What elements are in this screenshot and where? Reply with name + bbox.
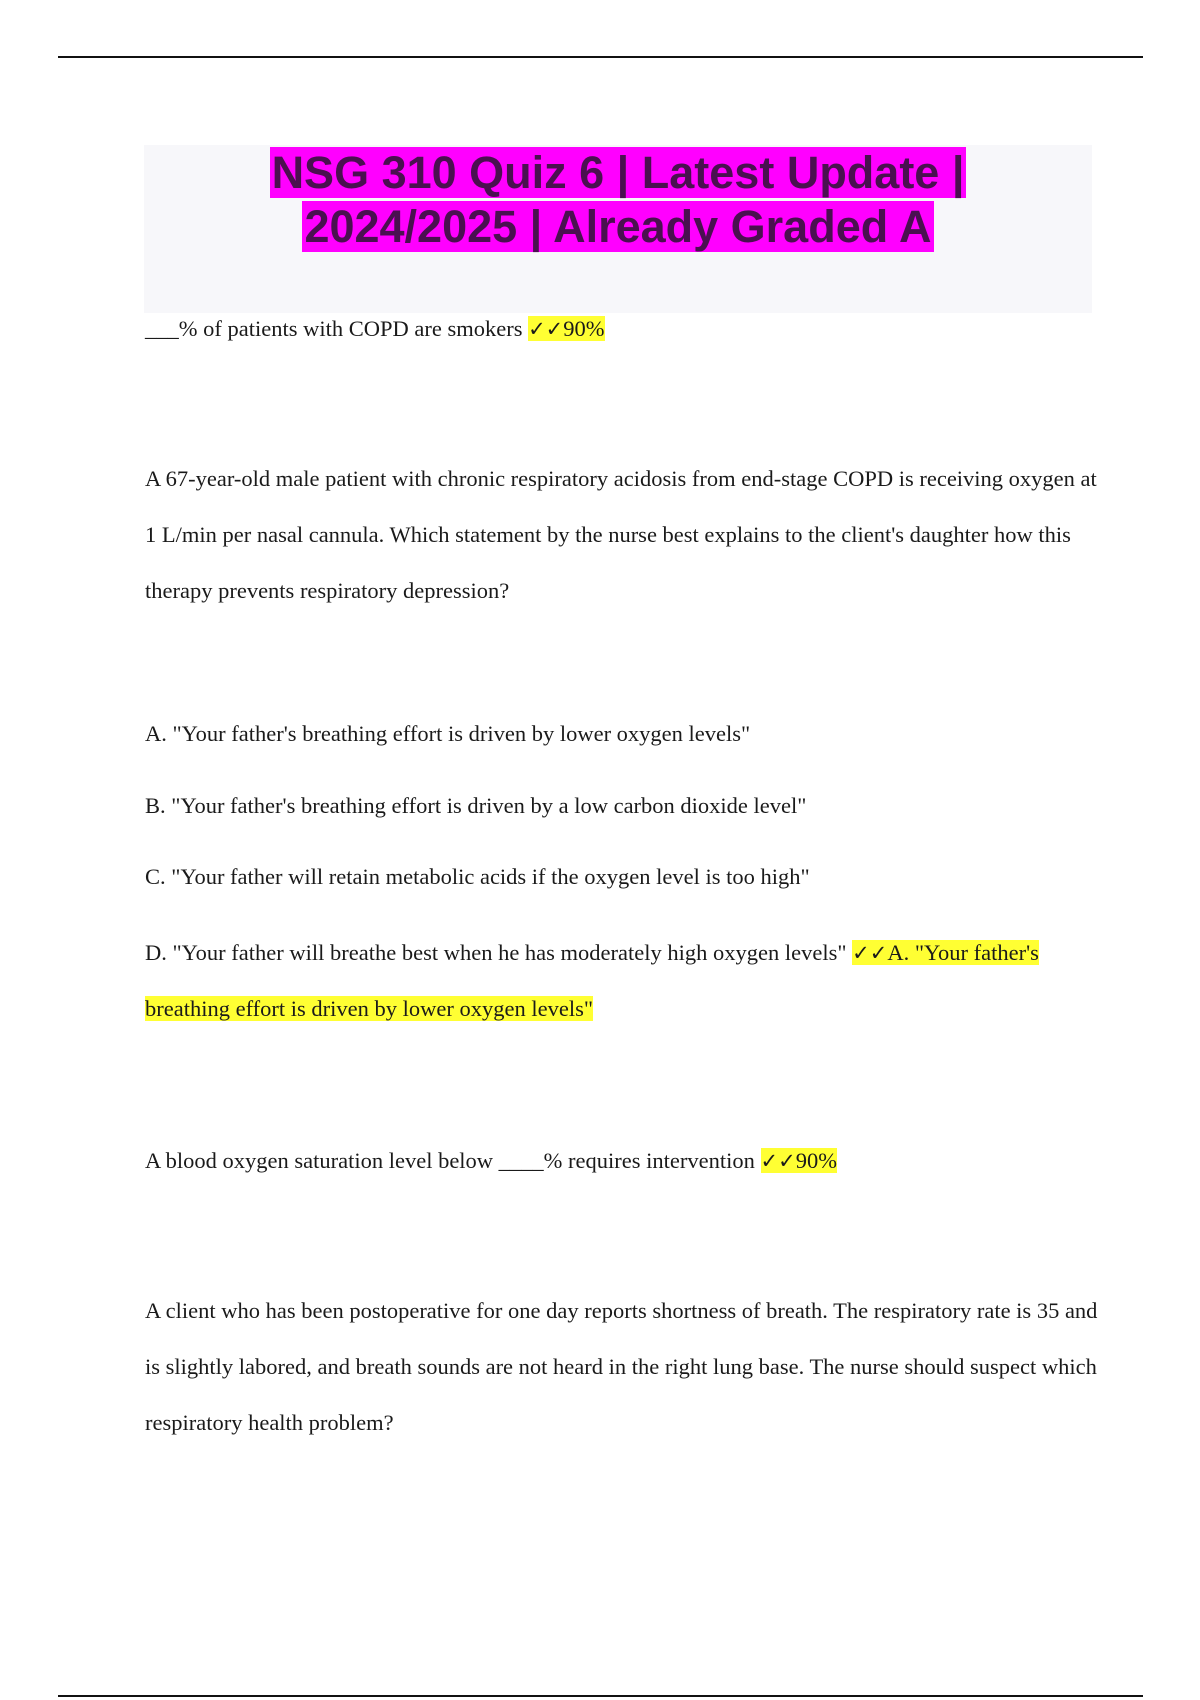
question-1-text: ___% of patients with COPD are smokers (145, 316, 529, 341)
question-3 (145, 1133, 1105, 1189)
header-rule (58, 56, 1143, 58)
document-title (144, 146, 1092, 254)
question-3-answer-text: 90% (795, 1148, 837, 1173)
question-1-answer-text: 90% (563, 316, 605, 341)
question-2-option-c: C. "Your father will retain metabolic acids if the oxygen level is too high" (145, 864, 810, 889)
question-3-answer (761, 1148, 837, 1173)
question-1-answer (528, 316, 604, 341)
title-line-1: NSG 310 Quiz 6 | Latest Update | (271, 147, 965, 198)
question-2-option-d-text: D. "Your father will breathe best when he has moderately high oxygen levels" (145, 940, 853, 965)
question-2-answer-text: A. "Your father's breathing effort is driven by lower oxygen levels" (145, 940, 1039, 1021)
double-check-icon: ✓✓ (528, 317, 564, 341)
question-4: A client who has been postoperative for one day reports shortness of breath. The respiratory rate is 35 and is slightly labored, and breath sounds are not heard in the right lung base. The nurse should suspect which respiratory health problem? (145, 1298, 1098, 1435)
title-line-2: 2024/2025 | Already Graded A (304, 201, 932, 252)
double-check-icon: ✓✓ (760, 1149, 796, 1173)
question-2: A 67-year-old male patient with chronic respiratory acidosis from end-stage COPD is receiving oxygen at 1 L/min per nasal cannula. Which statement by the nurse best explains to the client's daughter how this therapy prevents respiratory depression? (145, 466, 1097, 603)
question-2-option-b: B. "Your father's breathing effort is driven by a low carbon dioxide level" (145, 793, 807, 818)
double-check-icon: ✓✓ (852, 941, 888, 965)
question-3-text: A blood oxygen saturation level below ____% requires intervention (145, 1148, 761, 1173)
footer-rule (58, 1695, 1143, 1697)
question-2-option-d (145, 925, 1105, 1037)
question-2-option-a: A. "Your father's breathing effort is driven by lower oxygen levels" (145, 721, 751, 746)
question-1 (145, 301, 1105, 357)
